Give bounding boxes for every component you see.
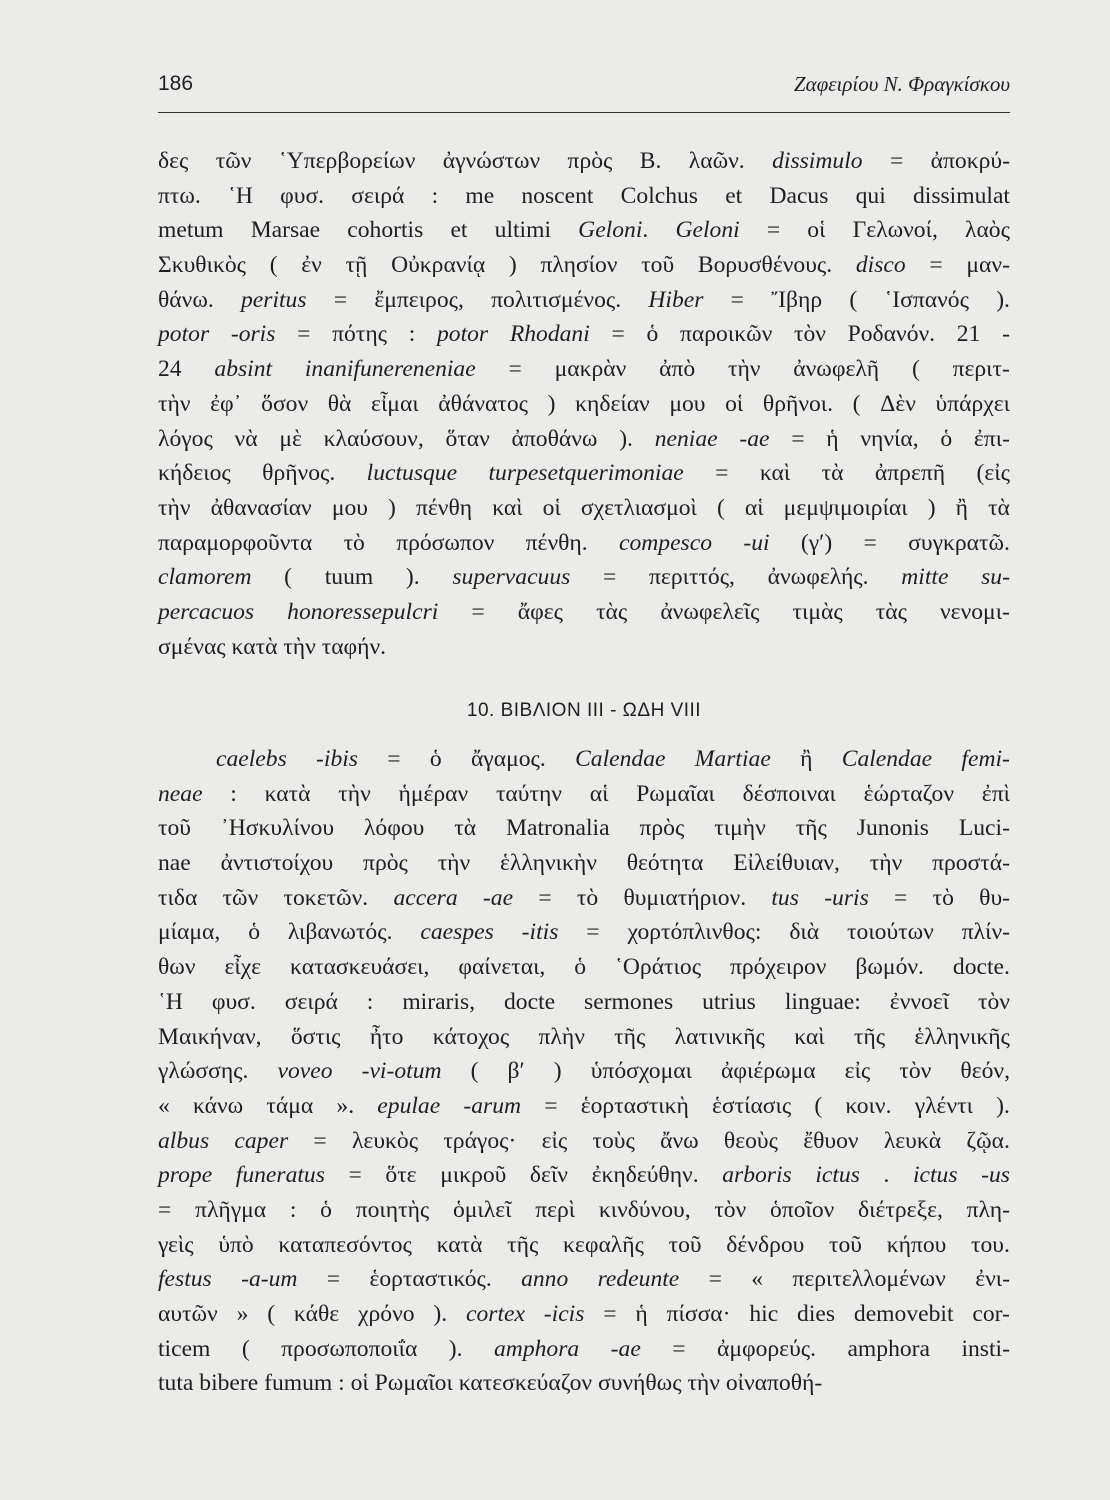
text-line: θων εἶχε κατασκευάσει, φαίνεται, ὁ ῾Οράτιος πρόχειρον βωμόν. docte. <box>158 954 1010 981</box>
text-line: caelebs -ibis = ὁ ἄγαμος. Calendae Martiae ἢ Calendae femi- <box>216 746 1010 772</box>
text-line: τὴν ἀθανασίαν μου ) πένθη καὶ οἱ σχετλιασμοὶ ( αἱ μεμψιμοιρίαι ) ἢ τὰ <box>158 494 1010 521</box>
text-line: γεὶς ὑπὸ καταπεσόντος κατὰ τῆς κεφαλῆς τοῦ δένδρου τοῦ κήπου του. <box>158 1231 1010 1258</box>
text-line: λόγος νὰ μὲ κλαύσουν, ὅταν ἀποθάνω ). neniae -ae = ἡ νηνία, ὁ ἐπι- <box>158 425 1010 452</box>
text-line: τοῦ ᾿Ησκυλίνου λόφου τὰ Matronalia πρὸς τιμὴν τῆς Junonis Luci- <box>158 815 1010 842</box>
text-line: κήδειος θρῆνος. luctusque turpesetquerimoniae = καὶ τὰ ἀπρεπῆ (εἰς <box>158 460 1010 487</box>
text-line: festus -a-um = ἑορταστικός. anno redeunte = « περιτελλομένων ἐνι- <box>158 1266 1010 1293</box>
header-rule <box>158 112 1010 113</box>
text-line: nae ἀντιστοίχου πρὸς τὴν ἑλληνικὴν θεότητα Εἰλείθυιαν, τὴν προστά- <box>158 850 1010 877</box>
page-header <box>158 70 1010 106</box>
text-line: « κάνω τάμα ». epulae -arum = ἑορταστικὴ ἑστίασις ( κοιν. γλέντι ). <box>158 1092 1010 1119</box>
text-line: σμένας κατὰ τὴν ταφήν. <box>158 633 387 660</box>
text-line: αυτῶν » ( κάθε χρόνο ). cortex -icis = ἡ πίσσα· hic dies demovebit cor- <box>158 1301 1010 1327</box>
text-line: Μαικήναν, ὅστις ἦτο κάτοχος πλὴν τῆς λατινικῆς καὶ τῆς ἑλληνικῆς <box>158 1023 1010 1050</box>
text-line: clamorem ( tuum ). supervacuus = περιττός, ἀνωφελής. mitte su- <box>158 564 1010 591</box>
text-line: πτω. ῾Η φυσ. σειρά : me noscent Colchus et Dacus qui dissimulat <box>158 182 1010 209</box>
text-line: δες τῶν ῾Υπερβορείων ἀγνώστων πρὸς Β. λαῶν. dissimulo = ἀποκρύ- <box>158 148 1010 174</box>
text-line: θάνω. peritus = ἔμπειρος, πολιτισμένος. Hiber = Ἴβηρ ( ῾Ισπανός ). <box>158 286 1010 313</box>
running-head: Ζαφειρίου Ν. Φραγκίσκου <box>793 72 1010 96</box>
text-line: tuta bibere fumum : οἱ Ρωμαῖοι κατεσκεύαζον συνήθως τὴν οἰναποθή- <box>158 1370 823 1397</box>
text-line: μίαμα, ὁ λιβανωτός. caespes -itis = χορτόπλινθος: διὰ τοιούτων πλίν- <box>158 919 1010 946</box>
text-line: τὴν ἐφ᾽ ὅσον θὰ εἶμαι ἀθάνατος ) κηδείαν μου οἱ θρῆνοι. ( Δὲν ὑπάρχει <box>158 390 1010 417</box>
text-line: παραμορφοῦντα τὸ πρόσωπον πένθη. compesco -ui (γ′) = συγκρατῶ. <box>158 529 1010 556</box>
text-line: = πλῆγμα : ὁ ποιητὴς ὁμιλεῖ περὶ κινδύνου, τὸν ὁποῖον διέτρεξε, πλη- <box>158 1196 1010 1223</box>
text-line: τιδα τῶν τοκετῶν. accera -ae = τὸ θυμιατήριον. tus -uris = τὸ θυ- <box>158 884 1010 911</box>
text-line: Σκυθικὸς ( ἐν τῇ Οὐκρανίᾳ ) πλησίον τοῦ Βορυσθένους. disco = μαν- <box>158 252 1010 279</box>
text-line: percacuos honoressepulcri = ἄφες τὰς ἀνωφελεῖς τιμὰς τὰς νενομι- <box>158 598 1010 625</box>
text-block-before <box>158 144 1010 664</box>
section-heading: 10. ΒΙΒΛΙΟΝ III - ΩΔΗ VIII <box>466 700 702 721</box>
text-line: 24 absint inanifunereneniae = μακρὰν ἀπὸ τὴν ἀνωφελῆ ( περιτ- <box>158 356 1010 383</box>
text-line: prope funeratus = ὅτε μικροῦ δεῖν ἐκηδεύθην. arboris ictus . ictus -us <box>158 1162 1010 1189</box>
text-line: metum Marsae cohortis et ultimi Geloni. Geloni = οἱ Γελωνοί, λαὸς <box>158 217 1010 244</box>
text-line: ῾Η φυσ. σειρά : miraris, docte sermones utrius linguae: ἐννοεῖ τὸν <box>158 988 1010 1015</box>
text-line: neae : κατὰ τὴν ἡμέραν ταύτην αἱ Ρωμαῖαι δέσποιναι ἑώρταζον ἐπὶ <box>158 780 1010 807</box>
text-line: ticem ( προσωποποιΐα ). amphora -ae = ἀμφορεύς. amphora insti- <box>158 1335 1010 1362</box>
page-number: 186 <box>158 72 194 95</box>
text-line: albus caper = λευκὸς τράγος· εἰς τοὺς ἄνω θεοὺς ἔθυον λευκὰ ζῷα. <box>158 1127 1010 1154</box>
text-line: γλώσσης. voveo -vi-otum ( β′ ) ὑπόσχομαι ἀφιέρωμα εἰς τὸν θεόν, <box>158 1058 1010 1085</box>
text-line: potor -oris = πότης : potor Rhodani = ὁ παροικῶν τὸν Ροδανόν. 21 - <box>158 321 1010 348</box>
text-block-after <box>158 742 1010 1401</box>
